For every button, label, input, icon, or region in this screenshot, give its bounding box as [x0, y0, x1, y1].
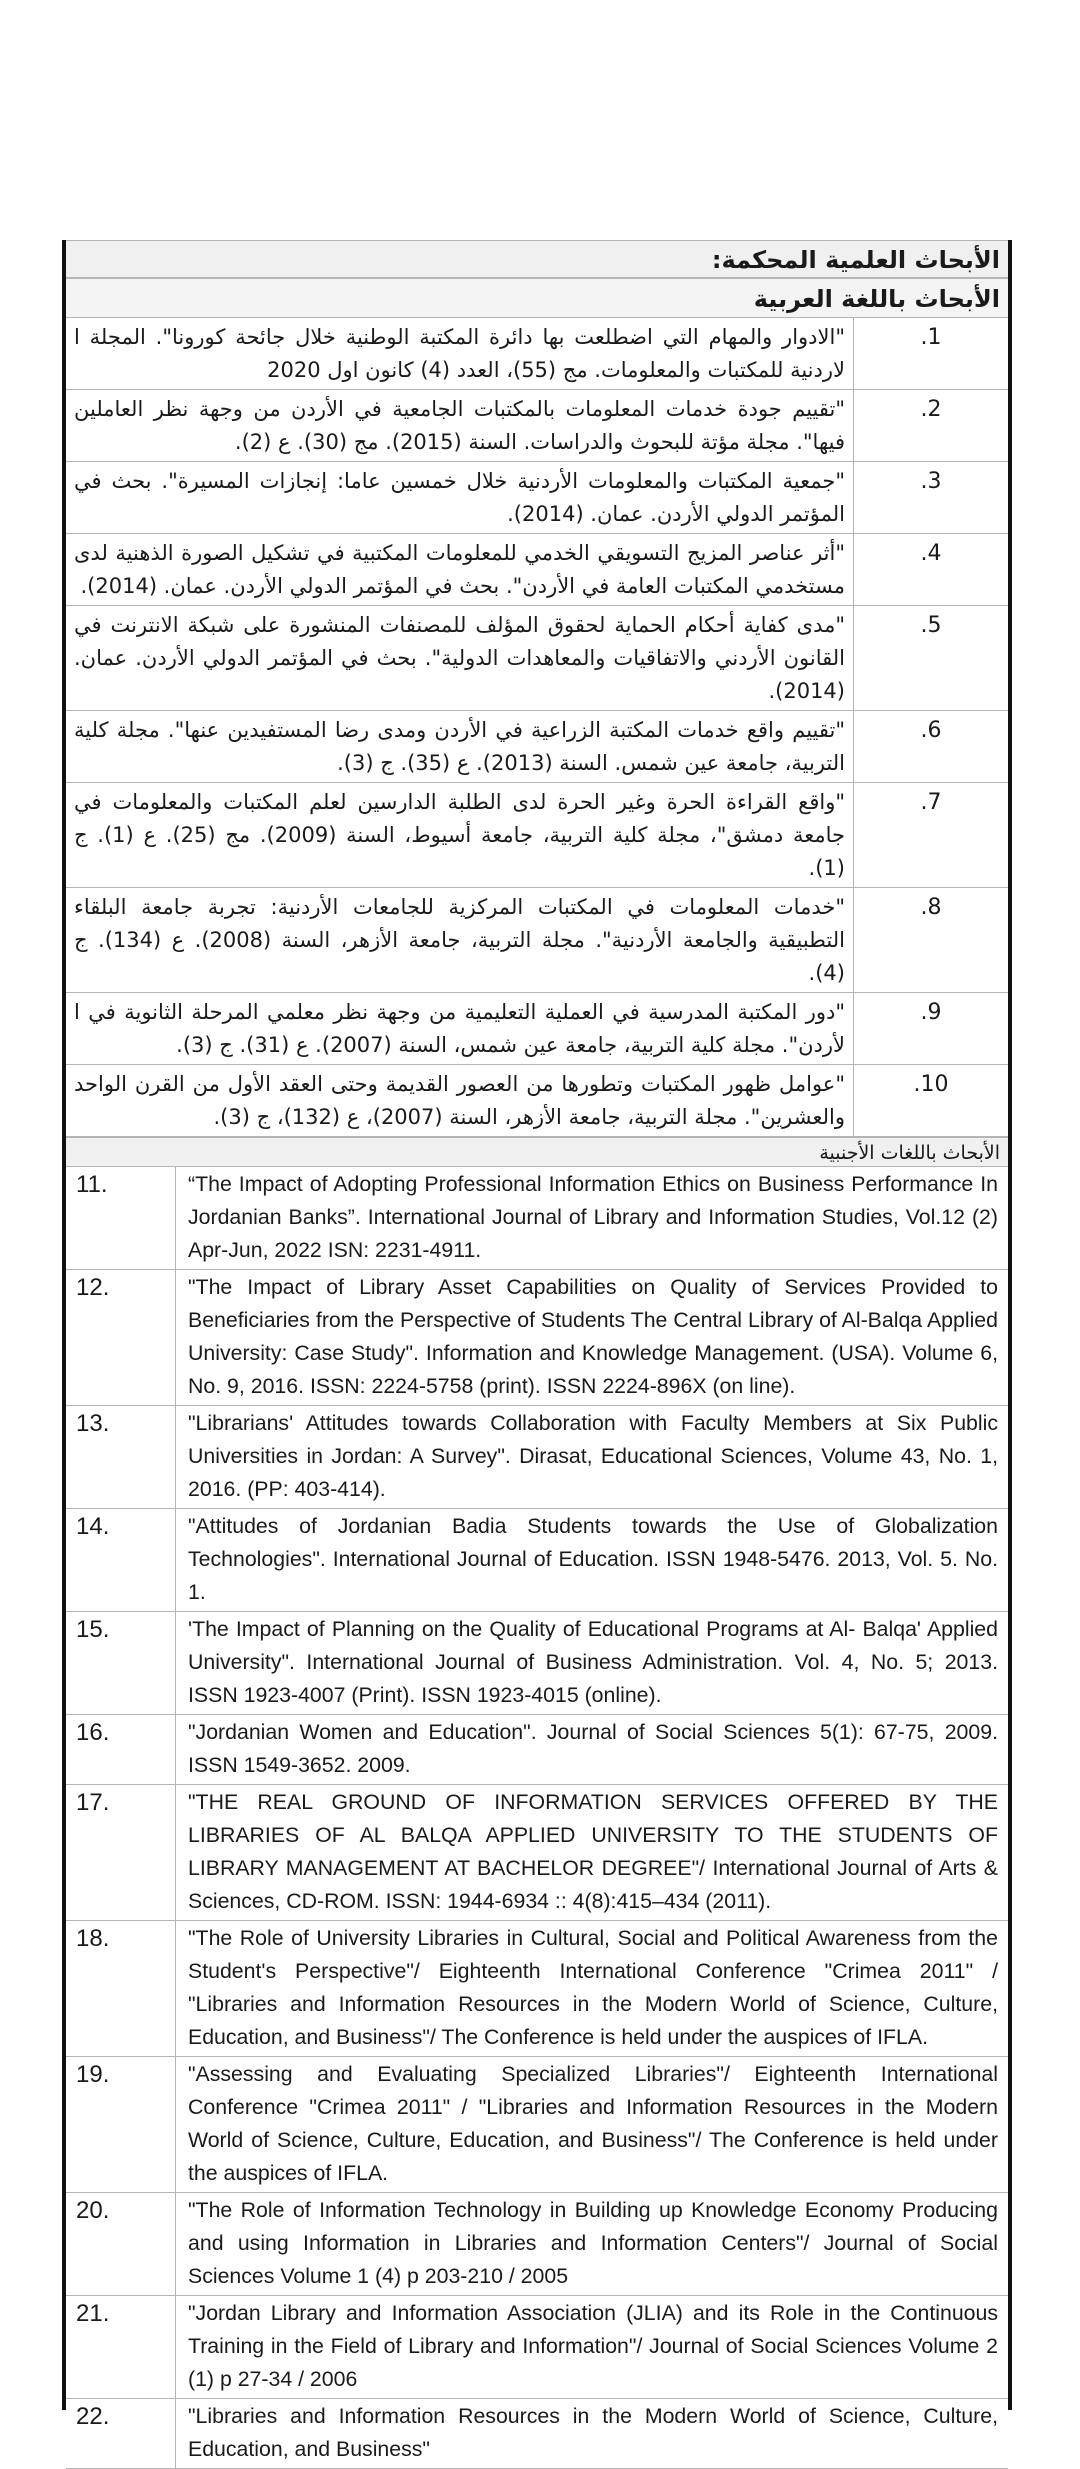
table-row — [66, 1921, 1008, 2057]
publication-number: 20. — [66, 2193, 176, 2296]
table-row — [66, 711, 1008, 783]
publication-number: 18. — [66, 1921, 176, 2057]
publication-citation: "The Role of University Libraries in Cultural, Social and Political Awareness from the Student's Perspective"/ Eighteenth International Conference "Crimea 2011" / "Libraries and Information Resources in the Modern World of Science, Culture, Education, and Business"/ The Conference is held under the auspices of IFLA. — [176, 1921, 1009, 2057]
publication-citation: “The Impact of Adopting Professional Information Ethics on Business Performance In Jordanian Banks”. International Journal of Library and Information Studies, Vol.12 (2) Apr-Jun, 2022 ISN: 2231-4911. — [176, 1167, 1009, 1270]
publication-number: .5 — [854, 606, 1009, 711]
main-heading: الأبحاث العلمية المحكمة: — [66, 240, 1008, 278]
table-row — [66, 390, 1008, 462]
publication-citation: "جمعية المكتبات والمعلومات الأردنية خلال خمسين عاما: إنجازات المسيرة". بحث في المؤتمر الدولي الأردن. عمان. (2014). — [66, 462, 854, 534]
publication-citation: "THE REAL GROUND OF INFORMATION SERVICES OFFERED BY THE LIBRARIES OF AL BALQA APPLIED UNIVERSITY TO THE STUDENTS OF LIBRARY MANAGEMENT AT BACHELOR DEGREE"/ International Journal of Arts & Sciences, CD-ROM. ISSN: 1944-6934 :: 4(8):415–434 (2011). — [176, 1785, 1009, 1921]
publication-citation: "Attitudes of Jordanian Badia Students towards the Use of Globalization Technologies". International Journal of Education. ISSN 1948-5476. 2013, Vol. 5. No. 1. — [176, 1509, 1009, 1612]
publication-citation: "الادوار والمهام التي اضطلعت بها دائرة المكتبة الوطنية خلال جائحة كورونا". المجلة ا لاردنية للمكتبات والمعلومات. مج (55)، العدد (4) كانون اول 2020 — [66, 318, 854, 390]
publication-number: 12. — [66, 1270, 176, 1406]
publication-citation: "عوامل ظهور المكتبات وتطورها من العصور القديمة وحتى العقد الأول من القرن الواحد والعشرين". مجلة التربية، جامعة الأزهر، السنة (2007)، ع (132)، ج (3). — [66, 1065, 854, 1137]
table-row — [66, 606, 1008, 711]
publication-number: .1 — [854, 318, 1009, 390]
publication-number: 19. — [66, 2057, 176, 2193]
arabic-publications-table — [66, 318, 1008, 1137]
table-row — [66, 534, 1008, 606]
table-row — [66, 888, 1008, 993]
table-row — [66, 1406, 1008, 1509]
table-row — [66, 1715, 1008, 1785]
publication-citation: "The Impact of Library Asset Capabilities on Quality of Services Provided to Beneficiaries from the Perspective of Students The Central Library of Al-Balqa Applied University: Case Study". Information and Knowledge Management. (USA). Volume 6, No. 9, 2016. ISSN: 2224-5758 (print). ISSN 2224-896X (on line). — [176, 1270, 1009, 1406]
publication-citation: "واقع القراءة الحرة وغير الحرة لدى الطلبة الدارسين لعلم المكتبات والمعلومات في جامعة دمشق"، مجلة كلية التربية، جامعة أسيوط، السنة (2009). مج (25). ع (1). ج (1). — [66, 783, 854, 888]
table-row — [66, 993, 1008, 1065]
publication-number: .7 — [854, 783, 1009, 888]
publication-number: 16. — [66, 1715, 176, 1785]
publication-number: .3 — [854, 462, 1009, 534]
table-row — [66, 1270, 1008, 1406]
publication-citation: "تقييم واقع خدمات المكتبة الزراعية في الأردن ومدى رضا المستفيدين عنها". مجلة كلية التربية، جامعة عين شمس. السنة (2013). ع (35). ج (3). — [66, 711, 854, 783]
publication-citation: "مدى كفاية أحكام الحماية لحقوق المؤلف للمصنفات المنشورة على شبكة الانترنت في القانون الأردني والاتفاقيات والمعاهدات الدولية". بحث في المؤتمر الدولي الأردن. عمان. (2014). — [66, 606, 854, 711]
foreign-section-heading: الأبحاث باللغات الأجنبية — [66, 1137, 1008, 1167]
publication-citation: "أثر عناصر المزيج التسويقي الخدمي للمعلومات المكتبية في تشكيل الصورة الذهنية لدى مستخدمي المكتبات العامة في الأردن". بحث في المؤتمر الدولي الأردن. عمان. (2014). — [66, 534, 854, 606]
table-row — [66, 2193, 1008, 2296]
publication-number: 14. — [66, 1509, 176, 1612]
publication-number: 21. — [66, 2296, 176, 2399]
publication-citation: "Librarians' Attitudes towards Collaboration with Faculty Members at Six Public Universities in Jordan: A Survey". Dirasat, Educational Sciences, Volume 43, No. 1, 2016. (PP: 403-414). — [176, 1406, 1009, 1509]
table-row — [66, 2296, 1008, 2399]
table-row — [66, 1509, 1008, 1612]
arabic-section-heading: الأبحاث باللغة العربية — [66, 278, 1008, 318]
table-row — [66, 2399, 1008, 2469]
english-publications-table — [66, 1167, 1008, 2469]
table-row — [66, 2057, 1008, 2193]
publication-citation: "Libraries and Information Resources in the Modern World of Science, Culture, Education, and Business" — [176, 2399, 1009, 2469]
table-row — [66, 1612, 1008, 1715]
table-row — [66, 1065, 1008, 1137]
publication-number: .2 — [854, 390, 1009, 462]
publication-citation: "The Role of Information Technology in Building up Knowledge Economy Producing and using Information in Libraries and Information Centers"/ Journal of Social Sciences Volume 1 (4) p 203-210 / 2005 — [176, 2193, 1009, 2296]
publication-citation: "خدمات المعلومات في المكتبات المركزية للجامعات الأردنية: تجربة جامعة البلقاء التطبيقية والجامعة الأردنية". مجلة التربية، جامعة الأزهر، السنة (2008). ع (134). ج (4). — [66, 888, 854, 993]
publication-number: 15. — [66, 1612, 176, 1715]
publication-number: 17. — [66, 1785, 176, 1921]
table-row — [66, 783, 1008, 888]
publication-citation: "Jordanian Women and Education". Journal of Social Sciences 5(1): 67-75, 2009. ISSN 1549-3652. 2009. — [176, 1715, 1009, 1785]
publications-document — [62, 240, 1012, 2461]
table-row — [66, 1785, 1008, 1921]
publication-number: .4 — [854, 534, 1009, 606]
publication-citation: "Assessing and Evaluating Specialized Libraries"/ Eighteenth International Conference "Crimea 2011" / "Libraries and Information Resources in the Modern World of Science, Culture, Education, and Business"/ The Conference is held under the auspices of IFLA. — [176, 2057, 1009, 2193]
table-row — [66, 318, 1008, 390]
publication-number: .9 — [854, 993, 1009, 1065]
publication-number: 13. — [66, 1406, 176, 1509]
publication-number: 22. — [66, 2399, 176, 2469]
publication-number: .6 — [854, 711, 1009, 783]
publication-number: .10 — [854, 1065, 1009, 1137]
publication-number: .8 — [854, 888, 1009, 993]
publication-citation: "تقييم جودة خدمات المعلومات بالمكتبات الجامعية في الأردن من وجهة نظر العاملين فيها". مجلة مؤتة للبحوث والدراسات. السنة (2015). مج (30). ع (2). — [66, 390, 854, 462]
publication-number: 11. — [66, 1167, 176, 1270]
publication-citation: 'The Impact of Planning on the Quality of Educational Programs at Al- Balqa' Applied University". International Journal of Business Administration. Vol. 4, No. 5; 2013. ISSN 1923-4007 (Print). ISSN 1923-4015 (online). — [176, 1612, 1009, 1715]
publication-citation: "Jordan Library and Information Association (JLIA) and its Role in the Continuous Training in the Field of Library and Information"/ Journal of Social Sciences Volume 2 (1) p 27-34 / 2006 — [176, 2296, 1009, 2399]
table-row — [66, 462, 1008, 534]
publication-citation: "دور المكتبة المدرسية في العملية التعليمية من وجهة نظر معلمي المرحلة الثانوية في ا لأردن". مجلة كلية التربية، جامعة عين شمس، السنة (2007). ع (31). ج (3). — [66, 993, 854, 1065]
table-row — [66, 1167, 1008, 1270]
